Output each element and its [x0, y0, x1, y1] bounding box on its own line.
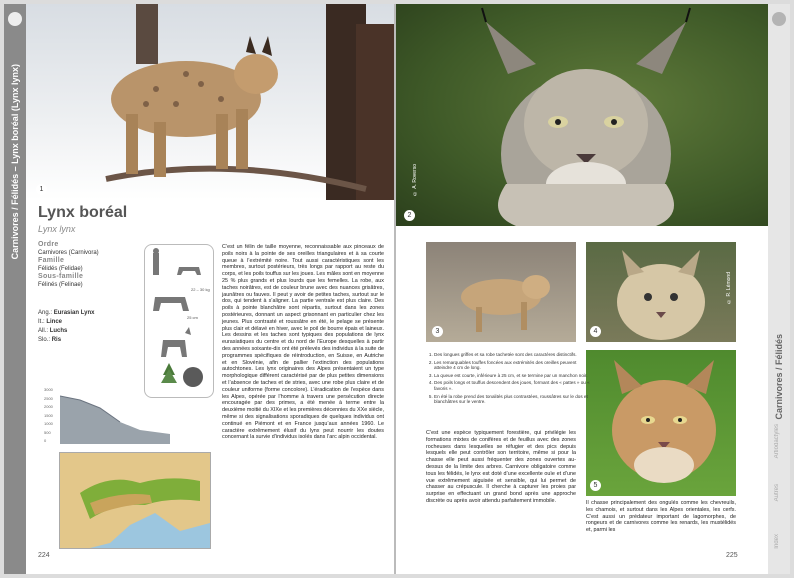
photo-4-lynx-face — [586, 242, 736, 342]
right-page — [396, 4, 790, 574]
photo-number-3: 3 — [432, 326, 443, 337]
photo-captions — [426, 352, 590, 407]
name-row: Slo.: Ris — [38, 337, 62, 343]
altitude-axis-labels: 3000 2500 2000 1500 1000 500 0 — [44, 387, 53, 443]
photo-credit: © R. Lémond — [726, 272, 732, 304]
left-section-tab-label: Carnivores / Félidés – Lynx boréal (Lynx lynx) — [10, 64, 20, 260]
photo-number-4: 4 — [590, 326, 601, 337]
photo-number-2: 2 — [404, 210, 415, 221]
right-section-tab[interactable] — [768, 4, 790, 574]
famille-label: Famille — [38, 257, 65, 264]
caption-item: 3. La queue est courte, inférieure à 25 cm, et se termine par un manchon noir. — [434, 373, 590, 379]
page-number-left: 224 — [38, 552, 50, 559]
species-title: Lynx boréal — [38, 204, 128, 221]
lynx-summer-illustration — [586, 350, 736, 496]
tab-index[interactable]: Index — [774, 534, 780, 549]
distribution-map — [59, 452, 211, 549]
book-logo-icon — [772, 12, 786, 26]
species-silhouettes — [145, 245, 213, 397]
photo-2-lynx-portrait — [396, 4, 768, 226]
species-latin-name: Lynx lynx — [38, 224, 76, 234]
altitude-range-chart — [44, 386, 174, 446]
photo-5-lynx-summer — [586, 350, 736, 496]
sous-famille-value: Félinés (Felinae) — [38, 282, 83, 288]
tab-autres[interactable]: Autres — [774, 484, 780, 502]
weight-label: 22 – 30 kg — [191, 287, 210, 292]
alps-map — [60, 453, 210, 548]
photo-3-lynx-on-ground — [426, 242, 576, 342]
human-silhouette-icon — [153, 253, 159, 275]
left-section-tab[interactable] — [4, 4, 26, 574]
lynx-silhouette-icon — [177, 267, 201, 275]
right-section-tab-label: Carnivores / Félidés — [774, 334, 784, 420]
famille-value: Félidés (Felidae) — [38, 266, 83, 272]
left-page — [4, 4, 394, 574]
common-names-list — [38, 309, 128, 345]
caption-item: 2. Les remarquables touffes foncées aux extrémités des oreilles peuvent atteindre 4 cm de long. — [434, 360, 590, 371]
name-row: All.: Luchs — [38, 328, 68, 334]
sous-famille-label: Sous-famille — [38, 273, 84, 280]
photo-number-1: 1 — [36, 184, 47, 195]
lynx-crouching-illustration — [426, 242, 576, 342]
page-number-right: 225 — [726, 552, 738, 559]
book-logo-icon — [8, 12, 22, 26]
caption-item: 5. En été la robe prend des tonalités plus contrastées, roussâtres sur le dos et blanchâtres sur le ventre. — [434, 394, 590, 405]
lynx-walking-illustration — [26, 4, 394, 200]
deer-silhouette-icon — [161, 340, 187, 357]
name-row: It.: Lince — [38, 319, 63, 325]
ordre-value: Carnivores (Carnivora) — [38, 250, 99, 256]
photo-1-lynx-in-snow — [26, 4, 394, 200]
lynx-large-silhouette-icon — [153, 297, 189, 311]
photo-number-5: 5 — [590, 480, 601, 491]
taxonomy-block — [38, 241, 128, 289]
left-body-text: C’est un félin de taille moyenne, reconnaissable aux pinceaux de poils noirs à la pointe de ses oreilles triangulaires et à sa courte queue à l’extrémité noire. Tout aussi caractéristiques sont les membres, surtout postérieurs, très longs par rapport au reste du corps, et les poils touffus sur les joues. Les mâles sont en moyenne 25 % plus grands et plus lourds que les femelles. La robe, aux taches noirâtres, est de couleur brune avec des nuances grisâtres, jaunâtres ou fauves. Il peut y avoir de petites taches, surtout sur le dos, qui tendent à s’aligner. La partie ventrale est plus claire. Des poils à pointe blanchâtre sont répartis, surtout dans les zones postérieures, donnant un aspect grisonnant en particulier chez les jeunes. Plus contrasté et roussâtre en été, le pelage se présente plus clair et délavé en hiver, avec le poil de bourre épais et laineux. Les dessins et les taches sont typiques des populations de lynx eurasiatiques du centre et du nord de l’Europe desquelles à partir des années soixante-dix ont été prélevés des individus à la suite de programmes spécifiques de réintroduction, en Suisse, en Autriche et en Slovénie, afin de pallier l’extinction des populations autochtones. Les lynx originaires des Alpes présentaient un type morphologique différent caractérisé par de plus petites dimensions et l’absence de taches et de stries, avec une robe plus claire et de couleur uniforme (forme concolore). L’éradication de l’espèce dans les Alpes, opérée par l’homme à travers une persécution directe encouragée par des primes, a été menée à terme entre la deuxième moitié du XIXe et les premières décennies du XXe siècle, même si des signalisations sporadiques de quelques individus ont continué en Piémont et en France jusqu’aux années 1960. Le caractère extrêmement élusif du lynx peut nourrir les doutes concernant la survie d’individus isolés dans l’arc alpin occidental. — [222, 244, 384, 441]
rock-habitat-icon — [183, 367, 203, 387]
ordre-label: Ordre — [38, 241, 59, 248]
lynx-face-illustration — [586, 242, 736, 342]
height-label: 25 cm — [187, 315, 198, 320]
name-row: Ang.: Eurasian Lynx — [38, 310, 95, 316]
species-info-icon-panel — [144, 244, 214, 398]
right-body-text-continued: Il chasse principalement des ongulés comme les chevreuils, les chamois, et surtout dans les Alpes orientales, les cerfs. C’est aussi un prédateur important de lagomorphes, de rongeurs et de carnivores comme les renards, les mustélidés et, parmi les — [586, 500, 736, 534]
photo-credit: © A. Roverso — [412, 164, 418, 196]
altitude-profile — [60, 386, 170, 444]
right-body-text: C’est une espèce typiquement forestière, qui privilégie les formations mixtes de conifères et de feuillus avec des zones rocheuses dans lesquelles se réfugier et des pics depuis lesquels elle peut contrôler son territoire, même si pour la chasse elle peut aussi fréquenter des zones ouvertes au-dessus de la limite des arbres. Carnivore obligatoire comme tous les félidés, le lynx est doté d’une excellente ouïe et d’une vue extrêmement aiguisée et sensible, qui lui permet de chasser au crépuscule. Il cherche à capturer les proies par surprise en effectuant un grand bond après une approche discrète ou après avoir attendu parfaitement immobile. — [426, 430, 576, 504]
caption-item: 4. Des poils longs et touffus descendent des joues, formant des « pattes » ou « favoris ». — [434, 380, 590, 391]
tab-artiodactyles[interactable]: Artiodactyles — [774, 424, 780, 459]
lynx-portrait-illustration — [396, 4, 768, 226]
caption-item: 1. Des longues griffes et sa robe tachetée sont des caractères distinctifs. — [434, 352, 590, 358]
